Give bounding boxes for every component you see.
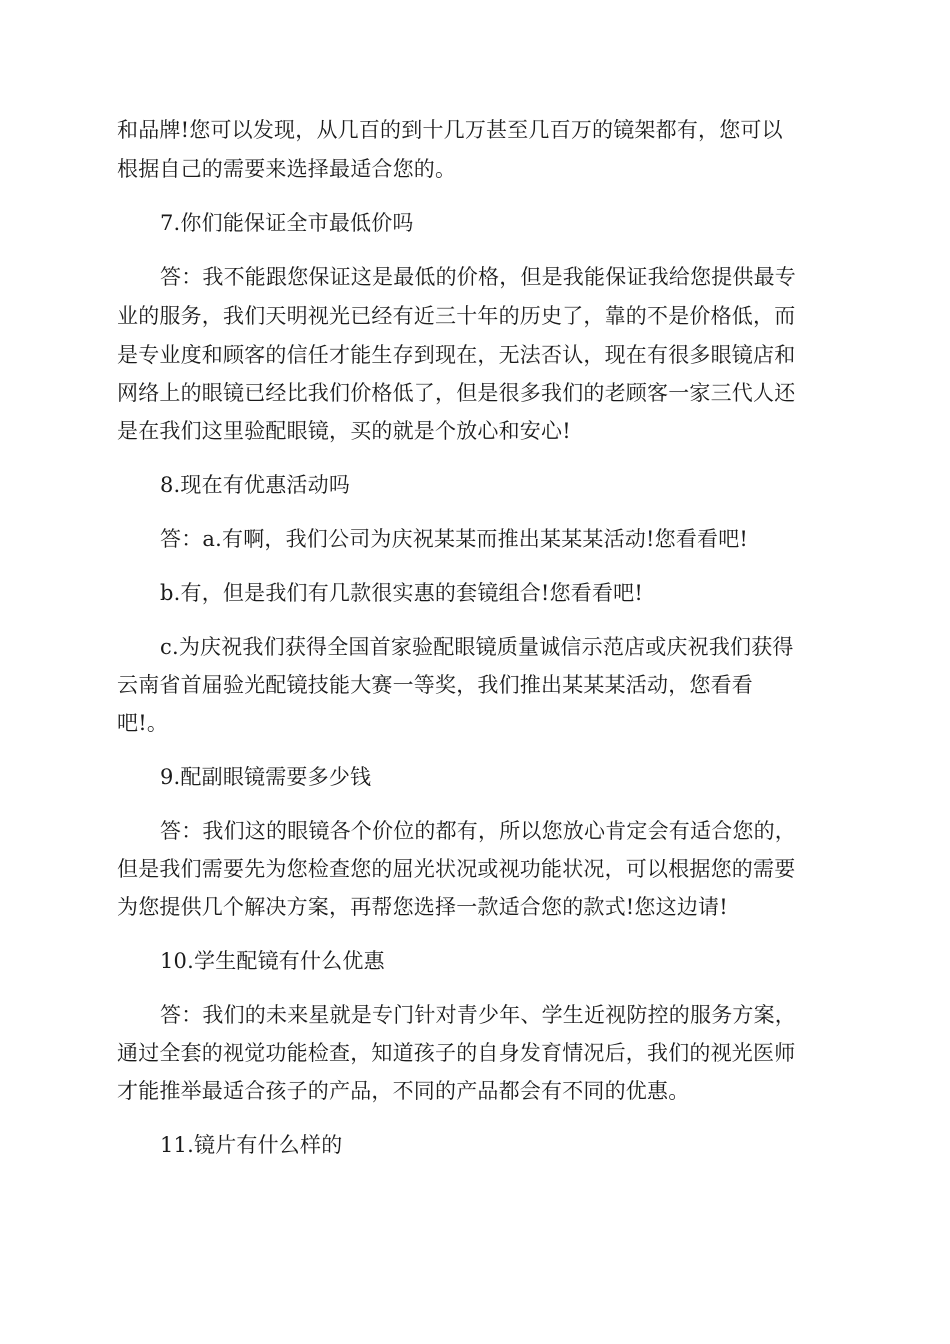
question-heading: 8.现在有优惠活动吗 <box>160 473 351 497</box>
paragraph-line: 根据自己的需要来选择最适合您的。 <box>117 157 457 181</box>
answer-line: 网络上的眼镜已经比我们价格低了，但是很多我们的老顾客一家三代人还 <box>117 381 796 405</box>
answer-line: 才能推举最适合孩子的产品，不同的产品都会有不同的优惠。 <box>117 1079 690 1103</box>
answer-line: 业的服务，我们天明视光已经有近三十年的历史了，靠的不是价格低，而 <box>117 304 796 328</box>
answer-line: 答：我们的未来星就是专门针对青少年、学生近视防控的服务方案， <box>160 1003 796 1027</box>
paragraph-line: 和品牌!您可以发现，从几百的到十几万甚至几百万的镜架都有，您可以 <box>117 118 783 142</box>
answer-line: 为您提供几个解决方案，再帮您选择一款适合您的款式!您这边请! <box>117 895 728 919</box>
answer-line: 是在我们这里验配眼镜，买的就是个放心和安心! <box>117 419 571 443</box>
answer-line: 吧!。 <box>117 711 169 735</box>
answer-line: 通过全套的视觉功能检查，知道孩子的自身发育情况后，我们的视光医师 <box>117 1041 796 1065</box>
question-heading: 10.学生配镜有什么优惠 <box>160 949 385 973</box>
answer-line: 是专业度和顾客的信任才能生存到现在，无法否认，现在有很多眼镜店和 <box>117 343 796 367</box>
answer-line: b.有，但是我们有几款很实惠的套镜组合!您看看吧! <box>160 581 643 605</box>
question-heading: 9.配副眼镜需要多少钱 <box>160 765 372 789</box>
answer-line: 但是我们需要先为您检查您的屈光状况或视功能状况，可以根据您的需要 <box>117 857 796 881</box>
answer-line: 答：我们这的眼镜各个价位的都有，所以您放心肯定会有适合您的， <box>160 819 796 843</box>
answer-line: 答：a.有啊，我们公司为庆祝某某而推出某某某活动!您看看吧! <box>160 527 749 551</box>
question-heading: 7.你们能保证全市最低价吗 <box>160 211 414 235</box>
answer-line: c.为庆祝我们获得全国首家验配眼镜质量诚信示范店或庆祝我们获得 <box>160 635 794 659</box>
answer-line: 云南省首届验光配镜技能大赛一等奖，我们推出某某某活动，您看看 <box>117 673 753 697</box>
question-heading: 11.镜片有什么样的 <box>160 1133 343 1157</box>
answer-line: 答：我不能跟您保证这是最低的价格，但是我能保证我给您提供最专 <box>160 265 796 289</box>
